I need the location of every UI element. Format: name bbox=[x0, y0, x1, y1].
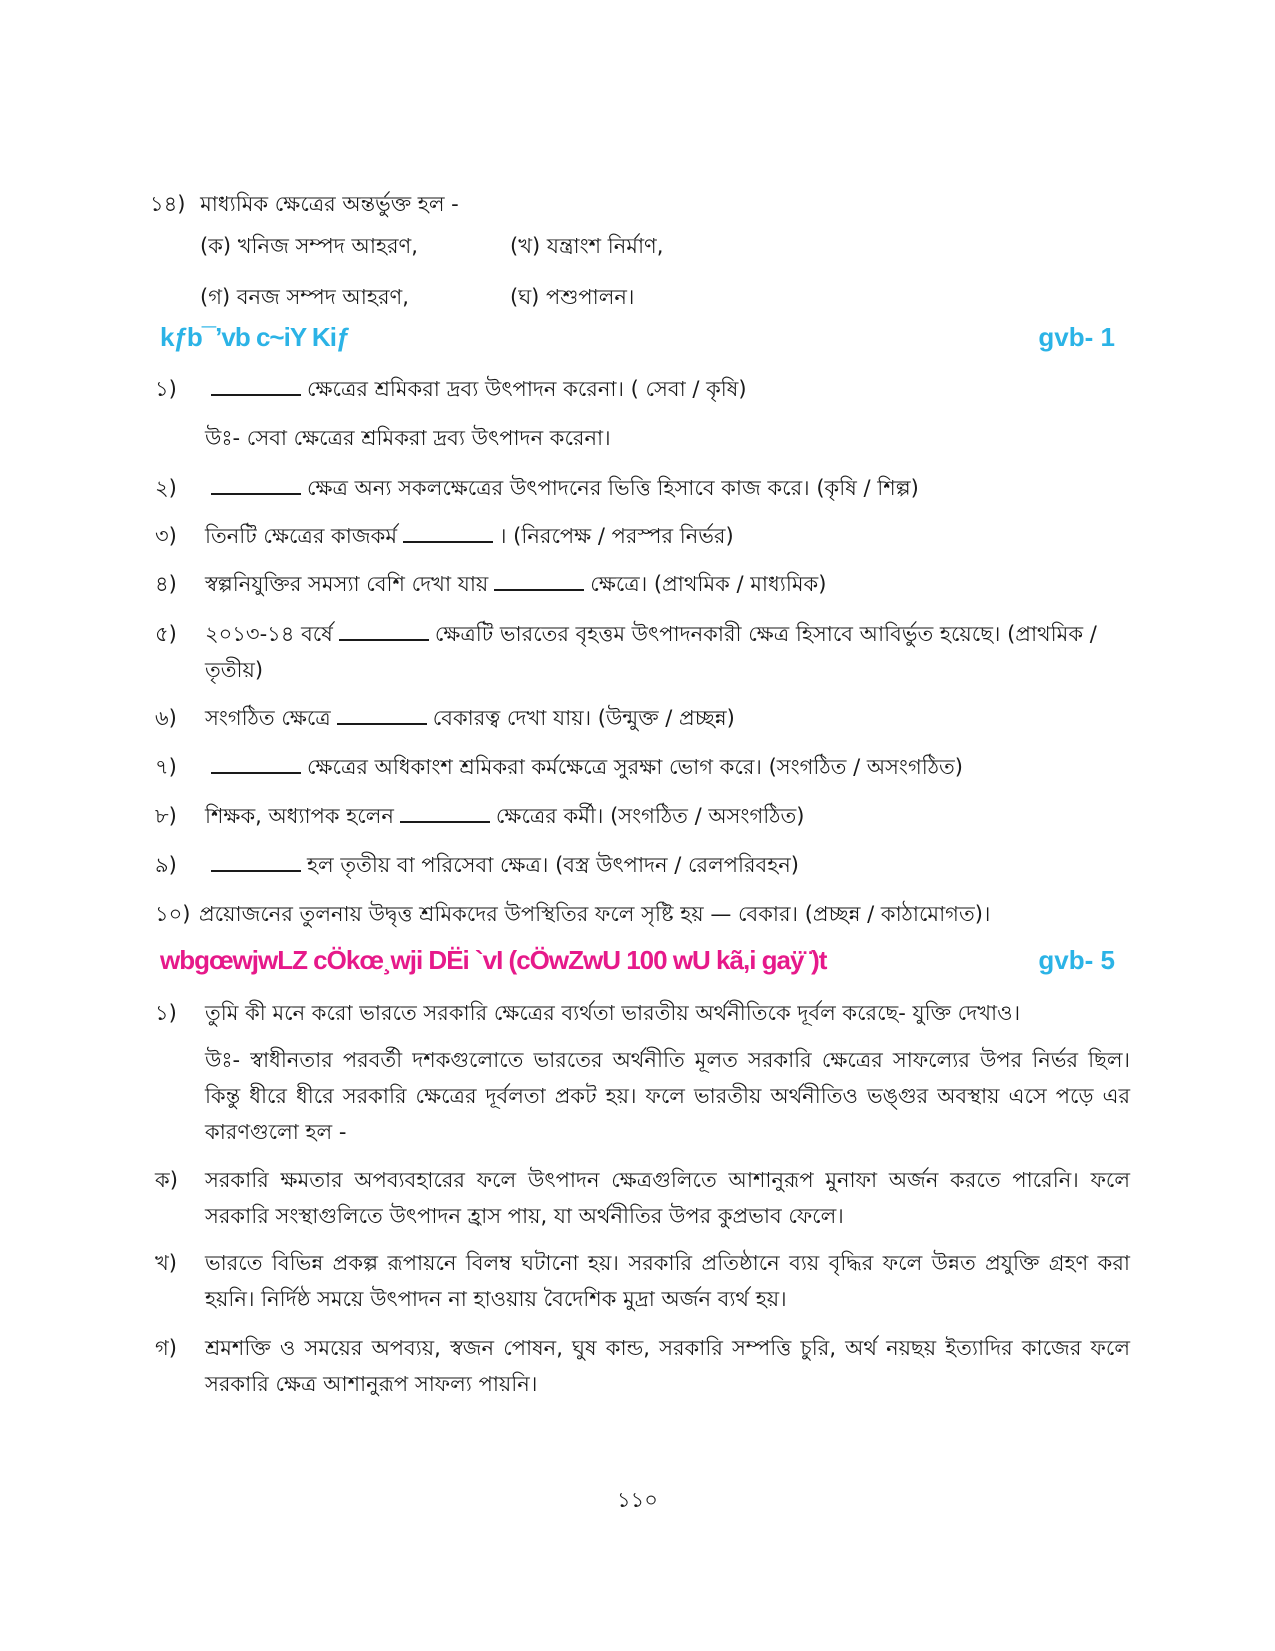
blank-line bbox=[494, 571, 584, 591]
page-number: ১১০ bbox=[617, 1488, 658, 1512]
item-number: ১) bbox=[155, 377, 177, 401]
point-label: ক) bbox=[155, 1168, 178, 1192]
item-number: ৪) bbox=[155, 572, 177, 596]
item-text: প্রয়োজনের তুলনায় উদ্বৃত্ত শ্রমিকদের উপস্থিতির ফলে সৃষ্টি হয় — বেকার। (প্রচ্ছন্ন / কাঠামোগত)। bbox=[199, 902, 991, 926]
item-text: ক্ষেত্রের শ্রমিকরা দ্রব্য উৎপাদন করেনা। ( সেবা / কৃষি) bbox=[307, 377, 747, 401]
point-text: শ্রমশক্তি ও সময়ের অপব্যয়, স্বজন পোষন, ঘুষ কান্ড, সরকারি সম্পত্তি চুরি, অর্থ নয়ছয় ইত্যাদির কাজের ফলে সরকারি ক্ষেত্র আশানুরূপ সাফল্য পায়নি। bbox=[205, 1336, 1130, 1396]
item-text-before: স্বল্পনিযুক্তির সমস্যা বেশি দেখা যায় bbox=[205, 572, 489, 596]
item-number: ৮) bbox=[155, 804, 177, 828]
item-number: ৩) bbox=[155, 524, 177, 548]
item-text: । (নিরপেক্ষ / পরস্পর নির্ভর) bbox=[498, 524, 734, 548]
question-text: মাধ্যমিক ক্ষেত্রের অন্তর্ভুক্ত হল - bbox=[200, 192, 459, 216]
blank-line bbox=[211, 754, 301, 774]
question-text: তুমি কী মনে করো ভারতে সরকারি ক্ষেত্রের ব্যর্থতা ভারতীয় অর্থনীতিকে দূর্বল করেছে- যুক্তি দেখাও। bbox=[205, 1001, 1021, 1025]
item-number: ২) bbox=[155, 476, 177, 500]
point-text: সরকারি ক্ষমতার অপব্যবহারের ফলে উৎপাদন ক্ষেত্রগুলিতে আশানুরূপ মুনাফা অর্জন করতে পারেনি। ফলে সরকারি সংস্থাগুলিতে উৎপাদন হ্রাস পায়, যা অর্থনীতির উপর কুপ্রভাব ফেলে। bbox=[205, 1168, 1130, 1228]
answer-paragraph: উঃ- স্বাধীনতার পরবর্তী দশকগুলোতে ভারতের অর্থনীতি মূলত সরকারি ক্ষেত্রের সাফল্যের উপর নির্ভর ছিল। কিন্তু ধীরে ধীরে সরকারি ক্ষেত্রের দূর্বলতা প্রকট হয়। ফলে ভারতীয় অর্থনীতিও ভঙ্গুর অবস্থায় এসে পড়ে এর কারণগুলো হল - bbox=[205, 1048, 1130, 1144]
section-heading-fill-blanks: kƒb¯’vb c~iY Kiƒ bbox=[160, 322, 350, 352]
blank-line bbox=[211, 475, 301, 495]
item-text: ক্ষেত্রটি ভারতের বৃহত্তম উৎপাদনকারী ক্ষেত্র হিসাবে আবির্ভুত হয়েছে। (প্রাথমিক / তৃতীয়) bbox=[205, 622, 1097, 682]
blank-line bbox=[403, 523, 493, 543]
blank-line bbox=[337, 705, 427, 725]
question-number: ১) bbox=[155, 1001, 177, 1025]
section-heading-long-answer: wbgœwjwLZ cÖkœ¸wji DËi `vI (cÖwZwU 100 wU kã,i gaÿ¨)t bbox=[160, 945, 827, 975]
item-text-before: শিক্ষক, অধ্যাপক হলেন bbox=[205, 804, 394, 828]
item-text-before: তিনটি ক্ষেত্রের কাজকর্ম bbox=[205, 524, 397, 548]
answer-item-1: উঃ- সেবা ক্ষেত্রের শ্রমিকরা দ্রব্য উৎপাদন করেনা। bbox=[205, 426, 611, 450]
question-number: ১৪) bbox=[150, 192, 186, 216]
item-text: বেকারত্ব দেখা যায়। (উন্মুক্ত / প্রচ্ছন্ন) bbox=[432, 706, 735, 730]
blank-line bbox=[211, 376, 301, 396]
option-gha: (ঘ) পশুপালন। bbox=[510, 285, 635, 309]
section-marks: gvb- 1 bbox=[1038, 322, 1115, 352]
item-text: ক্ষেত্রে। (প্রাথমিক / মাধ্যমিক) bbox=[590, 572, 827, 596]
item-text: ক্ষেত্রের কর্মী। (সংগঠিত / অসংগঠিত) bbox=[495, 804, 805, 828]
item-number: ১০) bbox=[155, 902, 191, 926]
point-label: খ) bbox=[155, 1251, 177, 1275]
item-number: ৬) bbox=[155, 706, 177, 730]
item-number: ৯) bbox=[155, 853, 177, 877]
blank-line bbox=[339, 621, 429, 641]
blank-line bbox=[400, 803, 490, 823]
section-marks: gvb- 5 bbox=[1038, 945, 1115, 975]
item-text-before: ২০১৩-১৪ বর্ষে bbox=[205, 622, 333, 646]
item-text: ক্ষেত্রের অধিকাংশ শ্রমিকরা কর্মক্ষেত্রে সুরক্ষা ভোগ করে। (সংগঠিত / অসংগঠিত) bbox=[307, 755, 963, 779]
point-text: ভারতে বিভিন্ন প্রকল্প রূপায়নে বিলম্ব ঘটানো হয়। সরকারি প্রতিষ্ঠানে ব্যয় বৃদ্ধির ফলে উন্নত প্রযুক্তি গ্রহণ করা হয়নি। নির্দিষ্ঠ সময়ে উৎপাদন না হাওয়ায় বৈদেশিক মুদ্রা অর্জন ব্যর্থ হয়। bbox=[205, 1251, 1130, 1311]
blank-line bbox=[211, 852, 301, 872]
item-number: ৭) bbox=[155, 755, 177, 779]
option-ga: (গ) বনজ সম্পদ আহরণ, bbox=[200, 285, 409, 309]
item-text: ক্ষেত্র অন্য সকলক্ষেত্রের উৎপাদনের ভিত্তি হিসাবে কাজ করে। (কৃষি / শিল্প) bbox=[307, 476, 919, 500]
item-text-before: সংগঠিত ক্ষেত্রে bbox=[205, 706, 331, 730]
question-14 bbox=[150, 188, 459, 223]
option-kha: (খ) যন্ত্রাংশ নির্মাণ, bbox=[510, 234, 664, 258]
item-text: হল তৃতীয় বা পরিসেবা ক্ষেত্র। (বস্ত্র উৎপাদন / রেলপরিবহন) bbox=[307, 853, 800, 877]
item-number: ৫) bbox=[155, 622, 177, 646]
option-ka: (ক) খনিজ সম্পদ আহরণ, bbox=[200, 234, 418, 258]
point-label: গ) bbox=[155, 1336, 177, 1360]
